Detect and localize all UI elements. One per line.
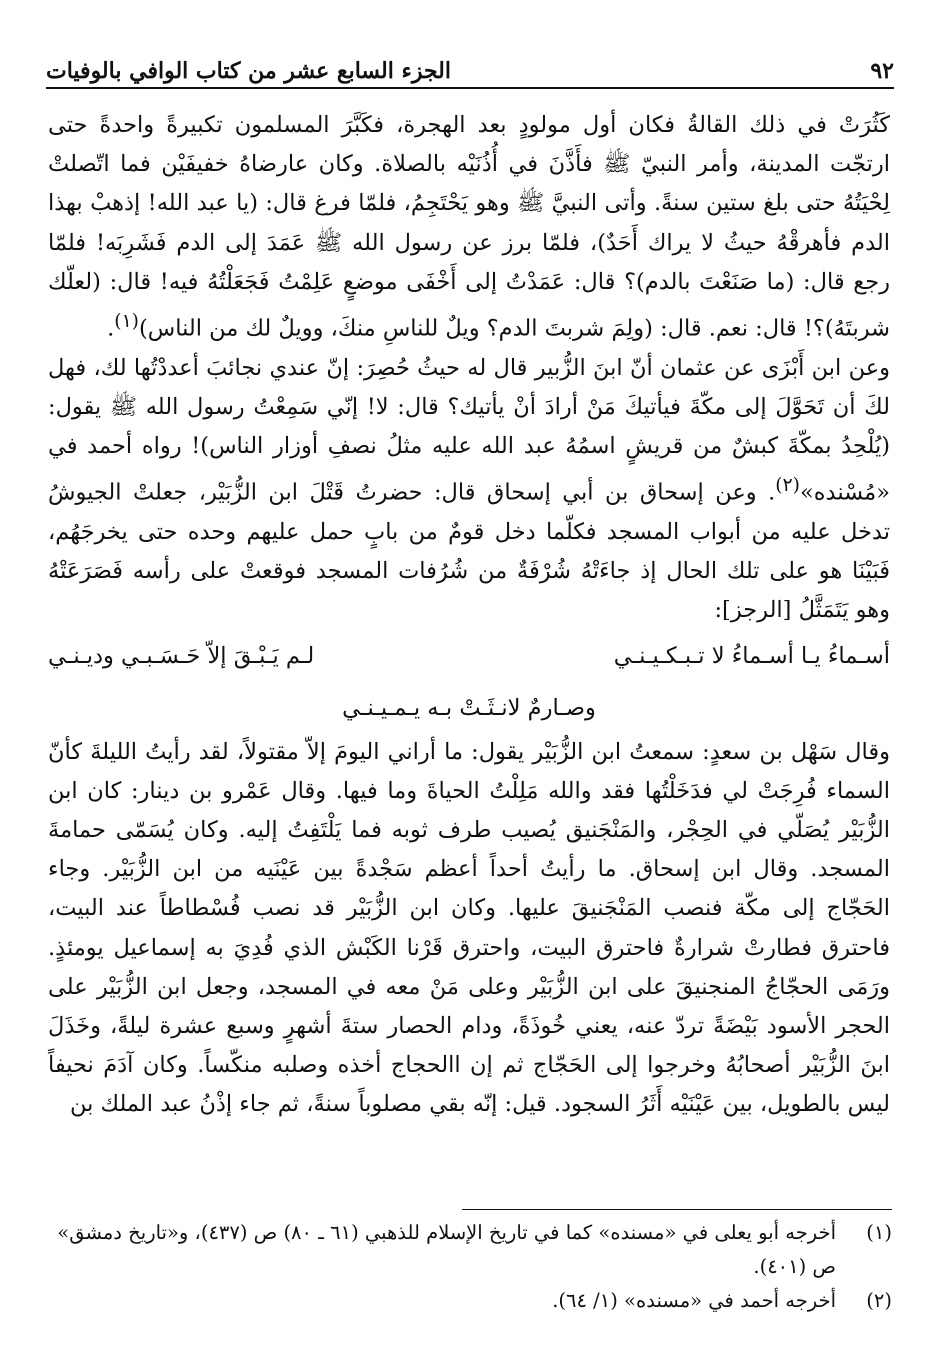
verse-line-1 [48, 631, 890, 683]
paragraph-2-text-b: . وعن إسحاق بن أبي إسحاق قال: حضرتُ قَتْلَ ابن الزُّبَيْر، جعلتْ الجيوشُ تدخل عليه من أبواب المسجد فكلّما دخل قومٌ من بابٍ حمل عليهم وحده حتى يخرجَهُم، فَبَيْنَا هو على تلك الحال إذ جاءَتْهُ شُرْفَةٌ من شُرُفات المسجد فوقعتْ على رأسه فَصَرَعَتْهُ وهو يَتَمَثَّلُ [الرجز]: [48, 479, 890, 624]
verse-1-second-hemistich: لـم يَـبْـقَ إلاّ حَـسَـبـي وديـنـي [48, 643, 315, 670]
paragraph-3: وقال سَهْل بن سعدٍ: سمعتُ ابن الزُّبَيْر يقول: ما أراني اليومَ إلاّ مقتولاً، لقد رأيتُ الليلةَ كأنّ السماء فُرِجَتْ لي فدَخَلْتُها فقد والله مَلِلْتُ الحياةَ وما فيها. وقال عَمْرو بن دينار: كان ابن الزُّبَيْر يُصَلّي في الحِجْر، والمَنْجَنيق يُصيب طرف ثوبه فما يَلْتَفِتُ إليه. وكان يُسَمّى حمامةَ المسجد. وقال ابن إسحاق. ما رأيتُ أحداً أعظم سَجْدةً بين عَيْنَيه من ابن الزُّبَيْر. وجاء الحَجّاج إلى مكّة فنصب المَنْجَنيقَ عليها. وكان ابن الزُّبَيْر قد نصب فُسْطاطاً عند البيت، فاحترق فطارتْ شرارةٌ فاحترق البيت، واحترق قَرْنا الكَبْش الذي فُدِيَ به إسماعيل يومئذٍ. ورَمَى الحجّاجُ المنجنيقَ على ابن الزُّبَيْر وعلى مَنْ معه في المسجد، وجعل ابن الزُّبَيْر على الحجر الأسود بَيْضَةً تردّ عنه، يعني خُوذَةً، ودام الحصار ستةَ أشهرٍ وسبع عشرة ليلةً، وخَذَلَ ابنَ الزُّبَيْر أصحابُهُ وخرجوا إلى الحَجّاج ثم إن االحجاج أخذه وصلبه منكّساً. وكان آدَمَ نحيفاً ليس بالطويل، بين عَيْنَيْه أَثَرُ السجود. قيل: إنّه بقي مصلوباً سنةً، ثم جاء إذْنُ عبد الملك بن [48, 738, 890, 1118]
footnote-1-number: (١) [866, 1221, 892, 1244]
page-header [46, 44, 894, 84]
paragraph-1-text: كَثُرَتْ في ذلك القالةُ فكان أول مولودٍ بعد الهجرة، فكَبَّرَ المسلمون تكبيرةً واحدةً حتى ارتجّت المدينة، وأمر النبيّ ﷺ فأَذَّنَ في أُذُنَيْه بالصلاة. وكان عارضاهُ خفيفَيْن فما اتّصلتْ لِحْيَتُهُ حتى بلغ ستين سنةً. وأتى النبيَّ ﷺ وهو يَحْتَجِمُ، فلمّا فرغ قال: (يا عبد الله! إذهبْ بهذا الدم فأهرقْهُ حيثُ لا يراك أَحَدٌ)، فلمّا برز عن رسول الله ﷺ عَمَدَ إلى الدم فَشَرِبَه! فلمّا رجع قال: (ما صَنَعْتَ بالدم)؟ قال: عَمَدْتُ إلى أَخْفَى موضعٍ عَلِمْتُ فَجَعَلْتُهُ فيه! قال: (لعلّك شربتَهُ)؟! قال: نعم. قال: (ولِمَ شربتَ الدم؟ ويلٌ للناسِ منكَ، وويلٌ لك من الناس) [48, 112, 890, 342]
footnote-1 [48, 1216, 892, 1284]
footnotes [48, 1216, 892, 1318]
footnote-divider [462, 1209, 892, 1210]
footnote-2 [48, 1284, 892, 1318]
paragraph-1: كَثُرَتْ في ذلك القالةُ فكان أول مولودٍ بعد الهجرة، فكَبَّرَ المسلمون تكبيرةً واحدةً حتى ارتجّت المدينة، وأمر النبيّ ﷺ فأَذَّنَ في أُذُنَيْه بالصلاة. وكان عارضاهُ خفيفَيْن فما اتّصلتْ لِحْيَتُهُ حتى بلغ ستين سنةً. وأتى النبيَّ ﷺ وهو يَحْتَجِمُ، فلمّا فرغ قال: (يا عبد الله! إذهبْ بهذا الدم فأهرقْهُ حيثُ لا يراك أَحَدٌ)، فلمّا برز عن رسول الله ﷺ عَمَدَ إلى الدم فَشَرِبَه! فلمّا رجع قال: (ما صَنَعْتَ بالدم)؟ قال: عَمَدْتُ إلى أَخْفَى موضعٍ عَلِمْتُ فَجَعَلْتُهُ فيه! قال: (لعلّك شربتَهُ)؟! قال: نعم. قال: (ولِمَ شربتَ الدم؟ ويلٌ للناسِ منكَ، وويلٌ لك من الناس)$^{(١)}$. [48, 112, 890, 342]
verse-line-2: وصـارمٌ لانـثَـتْ بـه يـمـيـنـي [342, 694, 596, 721]
verse-1-first-hemistich: أسـماءُ يـا أسـماءُ لا تـبـكـيـنـي [613, 643, 890, 670]
paragraph-2 [48, 349, 890, 631]
header-divider [46, 87, 894, 89]
main-text [48, 106, 890, 1125]
page-number: ٩٢ [870, 58, 894, 84]
paragraph-2-text-a: وعن ابن أَبْزَى عن عثمان أنّ ابنَ الزُّبير قال له حيثُ حُصِرَ: إنّ عندي نجائبَ أعددْتُها لك، فهل لكَ أن تَحَوَّلَ إلى مكّةَ فيأتيكَ مَنْ أرادَ أنْ يأتيك؟ قال: لا! إنّي سَمِعْتُ رسول الله ﷺ يقول: (يُلْحِدُ بمكّةَ كبشٌ من قريشٍ اسمُهُ عبد الله عليه مثلُ نصفِ أوزار الناس)! رواه أحمد في «مُسْنده» [48, 354, 890, 506]
footnote-1-text: أخرجه أبو يعلى في «مسنده» كما في تاريخ الإسلام للذهبي (٦١ ـ ٨٠) ص (٤٣٧)، و«تاريخ دمشق» ص (٤٠١). [57, 1221, 836, 1278]
running-title: الجزء السابع عشر من كتاب الوافي بالوفيات [46, 58, 451, 84]
footnote-2-number: (٢) [866, 1289, 892, 1312]
footnote-2-text: أخرجه أحمد في «مسنده» (١/ ٦٤). [552, 1289, 836, 1312]
footnote-ref-1: (١) [114, 311, 139, 333]
footnote-ref-2: (٢) [775, 475, 800, 497]
poem [48, 631, 890, 733]
